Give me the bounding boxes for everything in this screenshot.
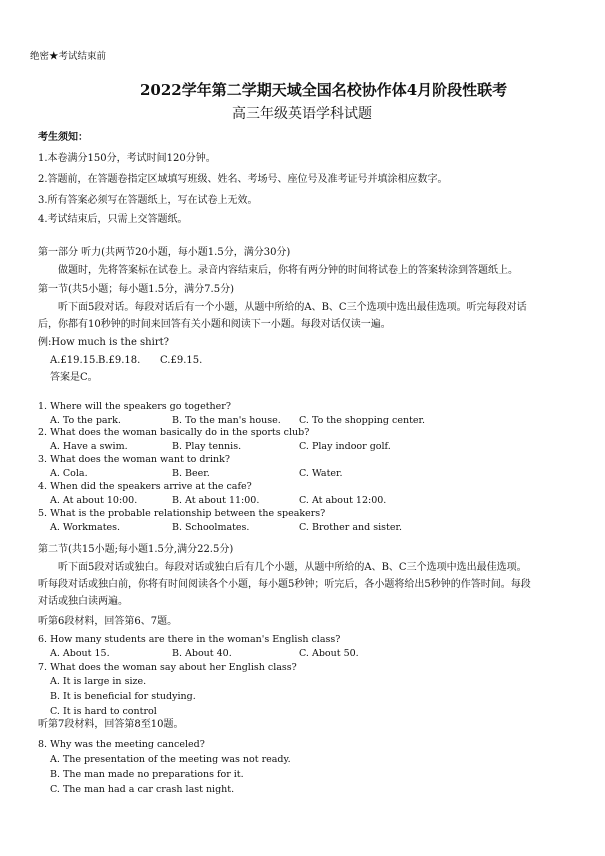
section2-instruction: 听每段对话或独白前，你将有时间阅读各个小题，每小题5秒钟；听完后，各小题将给出5秒钟的作答时间。每段: [38, 579, 531, 590]
part1-instruction: 做题时，先将答案标在试卷上。录音内容结束后，你将有两分钟的时间将试卷上的答案转涂到答题纸上。: [58, 265, 518, 276]
material-label: 听第6段材料，回答第6、7题。: [38, 616, 178, 627]
option: C. Brother and sister.: [299, 522, 402, 533]
option: A. Cola.: [50, 468, 88, 479]
question: 6. How many students are there in the woman's English class?: [38, 634, 341, 645]
part1-heading: 第一部分 听力(共两节20小题，每小题1.5分，满分30分): [38, 247, 291, 258]
section1-instruction: 后，你都有10秒钟的时间来回答有关小题和阅读下一小题。每段对话仅读一遍。: [38, 319, 391, 330]
exam-title: 2022学年第二学期天域全国名校协作体4月阶段性联考: [140, 81, 508, 99]
notice-item: 4.考试结束后，只需上交答题纸。: [38, 214, 188, 225]
option: B. About 40.: [172, 648, 232, 659]
secret-label: 绝密★考试结束前: [30, 51, 107, 62]
option: B. Play tennis.: [172, 441, 242, 452]
option: B. At about 11:00.: [172, 495, 260, 506]
option: B. To the man's house.: [172, 415, 281, 426]
example-option: A.£19.15.: [50, 355, 99, 366]
question: 4. When did the speakers arrive at the cafe?: [38, 481, 252, 492]
question: 5. What is the probable relationship between the speakers?: [38, 508, 326, 519]
option: A. Have a swim.: [50, 441, 128, 452]
option: A. Workmates.: [50, 522, 121, 533]
question: 7. What does the woman say about her English class?: [38, 662, 297, 673]
option: B. It is beneficial for studying.: [50, 691, 196, 702]
question: 1. Where will the speakers go together?: [38, 401, 231, 412]
example-option: C.£9.15.: [160, 355, 203, 366]
option: A. The presentation of the meeting was not ready.: [50, 754, 291, 765]
section1-instruction: 听下面5段对话。每段对话后有一个小题，从题中所给的A、B、C三个选项中选出最佳选项。听完每段对话: [58, 302, 527, 313]
option: A. About 15.: [50, 648, 110, 659]
option: C. To the shopping center.: [299, 415, 426, 426]
option: A. It is large in size.: [50, 676, 147, 687]
option: C. Water.: [299, 468, 343, 479]
material-label: 听第7段材料，回答第8至10题。: [38, 719, 184, 730]
option: C. The man had a car crash last night.: [50, 784, 235, 795]
question: 8. Why was the meeting canceled?: [38, 739, 205, 750]
section1-heading: 第一节(共5小题；每小题1.5分，满分7.5分): [38, 284, 234, 295]
notice-item: 1.本卷满分150分，考试时间120分钟。: [38, 153, 216, 164]
option: B. Schoolmates.: [172, 522, 250, 533]
example-question: 例:How much is the shirt?: [38, 337, 169, 348]
exam-subtitle: 高三年级英语学科试题: [232, 106, 372, 122]
question: 2. What does the woman basically do in the sports club?: [38, 427, 310, 438]
option: A. To the park.: [50, 415, 121, 426]
option: B. Beer.: [172, 468, 210, 479]
notice-item: 3.所有答案必须写在答题纸上，写在试卷上无效。: [38, 195, 258, 206]
example-option: B.£9.18.: [98, 355, 141, 366]
option: B. The man made no preparations for it.: [50, 769, 244, 780]
section2-heading: 第二节(共15小题;每小题1.5分,满分22.5分): [38, 544, 234, 555]
notice-item: 2.答题前，在答题卷指定区域填写班级、姓名、考场号、座位号及准考证号并填涂相应数字。: [38, 174, 448, 185]
notice-heading: 考生须知：: [38, 132, 88, 143]
example-answer: 答案是C。: [50, 372, 98, 383]
option: C. It is hard to control: [50, 706, 157, 717]
option: C. Play indoor golf.: [299, 441, 391, 452]
section2-instruction: 听下面5段对话或独白。每段对话或独白后有几个小题，从题中所给的A、B、C三个选项中选出最佳选项。: [58, 562, 527, 573]
section2-instruction: 对话或独白读两遍。: [38, 596, 128, 607]
option: A. At about 10:00.: [50, 495, 138, 506]
question: 3. What does the woman want to drink?: [38, 454, 230, 465]
option: C. About 50.: [299, 648, 359, 659]
option: C. At about 12:00.: [299, 495, 387, 506]
